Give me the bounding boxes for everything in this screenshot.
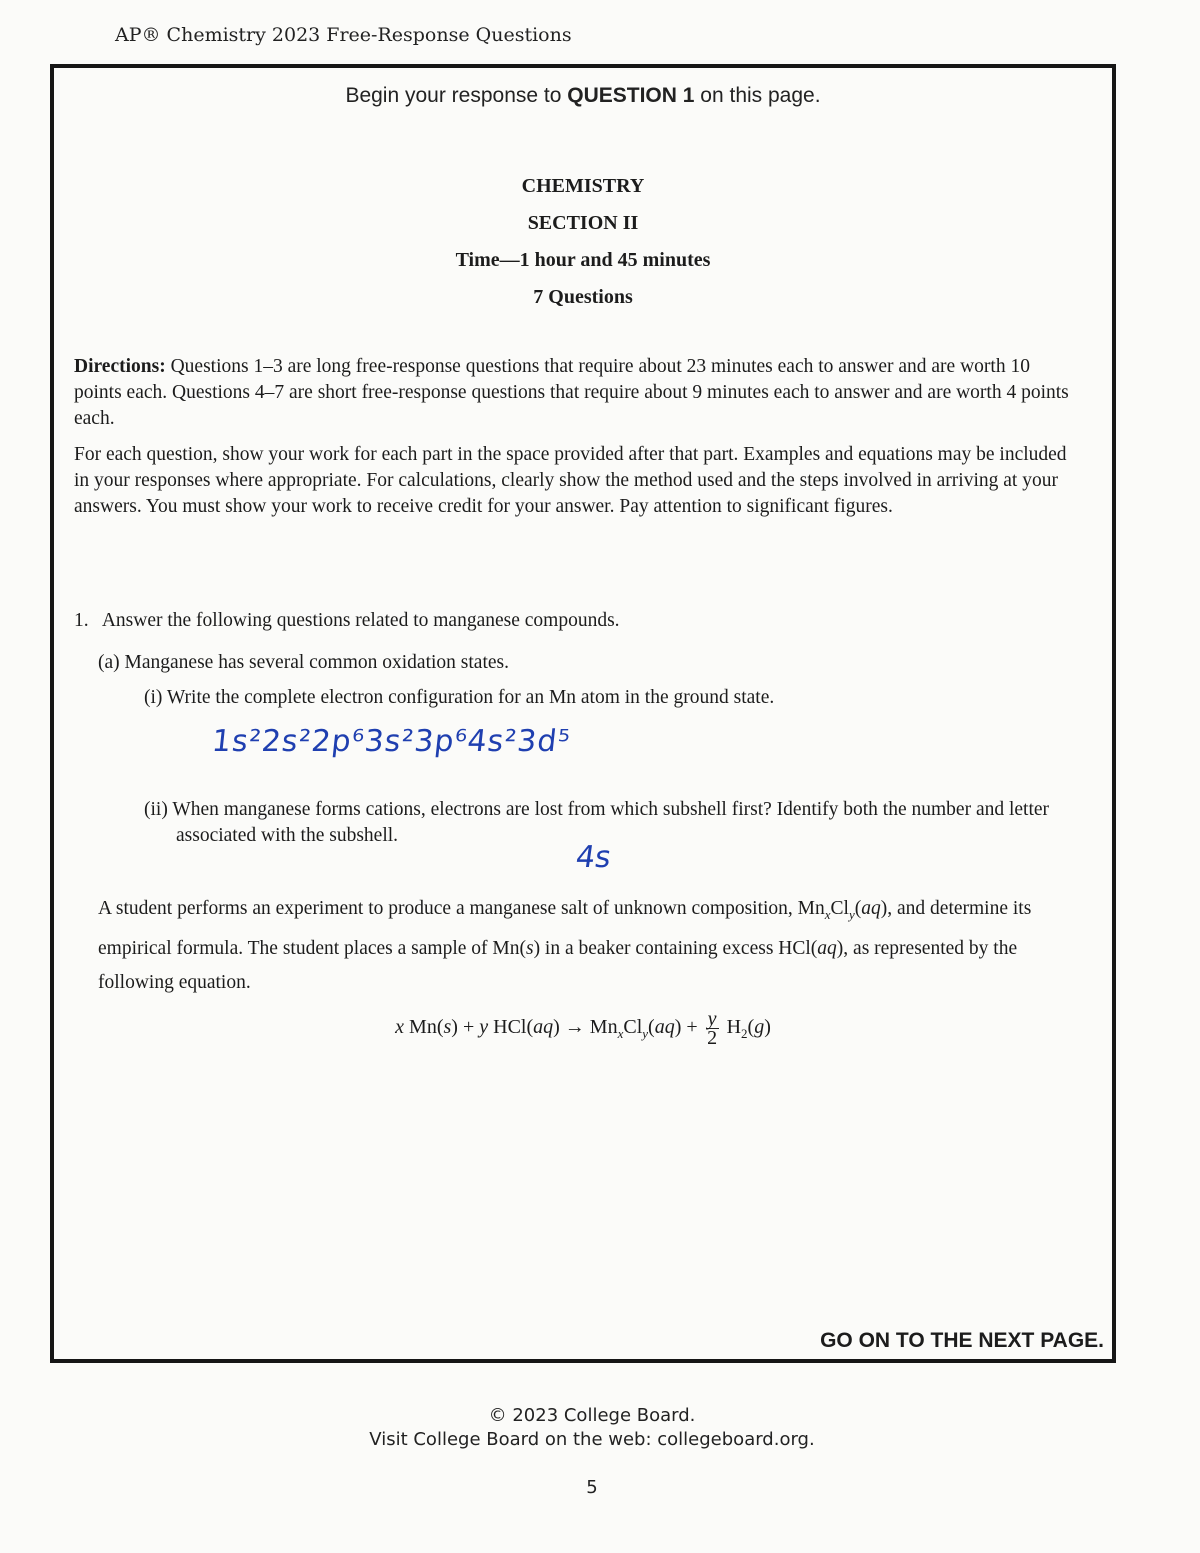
eq-hcl: HCl( (488, 1016, 534, 1039)
exp-aq: aq (861, 898, 881, 919)
running-title: AP® Chemistry 2023 Free-Response Questions (115, 24, 572, 46)
question-count: 7 Questions (533, 286, 633, 308)
eq-plus-2: ) + (674, 1016, 703, 1039)
eq-y: y (479, 1016, 489, 1039)
eq-g: g (754, 1016, 765, 1039)
eq-x: x (395, 1016, 405, 1039)
question-label: QUESTION 1 (567, 84, 695, 107)
copyright: © 2023 College Board. (488, 1405, 696, 1426)
exp-text-1: A student performs an experiment to produce a manganese salt of unknown composition, Mn (98, 898, 825, 919)
exp-text-3: ) in a beaker containing excess HCl( (533, 937, 818, 959)
eq-sub-x: x (617, 1026, 624, 1042)
part-a: (a) Manganese has several common oxidation states. (98, 652, 509, 673)
exp-sub-y: y (848, 906, 855, 922)
directions-text-1: Questions 1–3 are long free-response questions that require about 23 minutes each to answer and are worth 10 points each. Questions 4–7 are short free-response questions that require about 9 minutes each to answer and are worth 4 points each. (74, 356, 1069, 429)
eq-aq-2: aq (654, 1016, 675, 1039)
directions-lead: Directions: (74, 356, 166, 377)
handwritten-answer-i: 1s²2s²2p⁶3s²3p⁶4s²3d⁵ (210, 724, 573, 759)
question-number: 1. (74, 610, 89, 631)
eq-arrow: ) → Mn (553, 1016, 618, 1039)
eq-frac-num: y (707, 1008, 717, 1030)
exp-text-4: ), as represented by the following equation. (98, 937, 1018, 993)
begin-prefix: Begin your response to (345, 84, 568, 107)
eq-fraction (706, 1010, 719, 1047)
exp-paren: ( (854, 898, 862, 919)
begin-suffix: on this page. (694, 84, 821, 107)
directions-paragraph-1 (74, 354, 1074, 432)
page-number: 5 (586, 1477, 598, 1498)
eq-s: s (443, 1016, 452, 1039)
question-1-prompt (74, 608, 1074, 634)
eq-h2-sub: 2 (741, 1026, 748, 1042)
eq-paren: ( (648, 1016, 655, 1039)
experiment-paragraph (98, 892, 1088, 1000)
eq-aq: aq (533, 1016, 554, 1039)
subject-title: CHEMISTRY (521, 175, 645, 197)
eq-plus-1: ) + (451, 1016, 480, 1039)
directions-paragraph-2: For each question, show your work for each part in the space provided after that part. Examples and equations may be included in your responses where appropriate. For calculations, clearly show the method used and the steps involved in arriving at your answers. You must show your work to receive credit for your answer. Pay attention to significant figures. (74, 444, 1067, 517)
section-heading (54, 168, 1112, 316)
eq-sub-y: y (642, 1026, 649, 1042)
eq-mn: Mn( (404, 1016, 444, 1039)
eq-cl: Cl (623, 1016, 643, 1039)
exp-cl: Cl (830, 898, 849, 919)
go-on-notice: GO ON TO THE NEXT PAGE. (820, 1329, 1104, 1352)
eq-frac-den: 2 (707, 1027, 718, 1049)
exp-s: s (525, 937, 534, 959)
exp-aq-2: aq (817, 937, 837, 959)
question-1-text: Answer the following questions related to manganese compounds. (101, 610, 620, 631)
visit-line: Visit College Board on the web: collegeboard.org. (369, 1429, 815, 1450)
response-box (50, 64, 1116, 1363)
handwritten-answer-ii: 4s (573, 840, 614, 875)
directions (74, 354, 1074, 530)
footer (0, 1404, 1184, 1452)
part-i: (i) Write the complete electron configuration for an Mn atom in the ground state. (144, 687, 775, 708)
begin-response-line (54, 84, 1112, 108)
section-title: SECTION II (527, 212, 639, 234)
eq-g-open: ( (747, 1016, 755, 1039)
exp-sub-x: x (824, 906, 831, 922)
exp-text-2: ), and determine its empirical formula. The student places a sample of Mn( (98, 898, 1032, 959)
reaction-equation (54, 1010, 1112, 1047)
time-limit: Time—1 hour and 45 minutes (455, 249, 711, 271)
part-ii: (ii) When manganese forms cations, electrons are lost from which subshell first? Identify both the number and letter associated with the subshell. (144, 799, 1050, 846)
eq-g-close: ) (764, 1016, 771, 1039)
eq-h: H (721, 1016, 742, 1039)
